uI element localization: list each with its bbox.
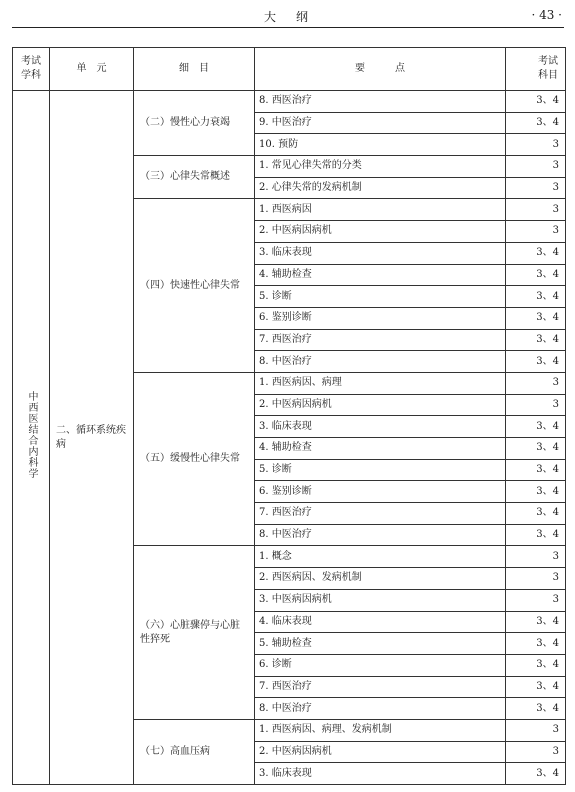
- col-header-unit: 单 元: [50, 48, 134, 91]
- level-cell: 3、4: [506, 763, 566, 785]
- table-body: [13, 91, 566, 785]
- level-cell: 3、4: [506, 698, 566, 720]
- header-rule: [12, 27, 564, 28]
- level-cell: 3: [506, 546, 566, 568]
- col-header-subject: 考试学科: [13, 48, 50, 91]
- point-cell: 8. 中医治疗: [255, 698, 506, 720]
- level-cell: 3、4: [506, 351, 566, 373]
- level-cell: 3、4: [506, 503, 566, 525]
- level-cell: 3: [506, 568, 566, 590]
- point-cell: 4. 辅助检查: [255, 264, 506, 286]
- point-cell: 2. 中医病因病机: [255, 394, 506, 416]
- point-cell: 1. 概念: [255, 546, 506, 568]
- level-cell: 3、4: [506, 286, 566, 308]
- point-cell: 1. 常见心律失常的分类: [255, 156, 506, 178]
- point-cell: 2. 中医病因病机: [255, 221, 506, 243]
- level-cell: 3: [506, 741, 566, 763]
- col-header-points: 要 点: [255, 48, 506, 91]
- point-cell: 4. 辅助检查: [255, 438, 506, 460]
- level-cell: 3: [506, 394, 566, 416]
- detail-cell: （二）慢性心力衰竭: [134, 91, 255, 156]
- level-cell: 3、4: [506, 524, 566, 546]
- level-cell: 3、4: [506, 329, 566, 351]
- detail-cell: （三）心律失常概述: [134, 156, 255, 199]
- point-cell: 7. 西医治疗: [255, 329, 506, 351]
- point-cell: 8. 中医治疗: [255, 524, 506, 546]
- point-cell: 5. 诊断: [255, 459, 506, 481]
- level-cell: 3、4: [506, 633, 566, 655]
- point-cell: 2. 心律失常的发病机制: [255, 177, 506, 199]
- point-cell: 8. 西医治疗: [255, 91, 506, 113]
- point-cell: 3. 中医病因病机: [255, 589, 506, 611]
- level-cell: 3: [506, 221, 566, 243]
- table-row: [13, 91, 566, 113]
- point-cell: 3. 临床表现: [255, 416, 506, 438]
- header-title: 大纲: [264, 10, 329, 24]
- col-header-level: 考试科目: [506, 48, 566, 91]
- page-header: [12, 0, 564, 36]
- level-cell: 3: [506, 177, 566, 199]
- point-cell: 3. 临床表现: [255, 242, 506, 264]
- level-cell: 3: [506, 372, 566, 394]
- level-cell: 3: [506, 156, 566, 178]
- level-cell: 3、4: [506, 307, 566, 329]
- point-cell: 1. 西医病因: [255, 199, 506, 221]
- point-cell: 10. 预防: [255, 134, 506, 156]
- level-cell: 3、4: [506, 611, 566, 633]
- level-cell: 3、4: [506, 242, 566, 264]
- point-cell: 5. 诊断: [255, 286, 506, 308]
- level-cell: 3、4: [506, 264, 566, 286]
- point-cell: 5. 辅助检查: [255, 633, 506, 655]
- detail-cell: （六）心脏骤停与心脏性猝死: [134, 546, 255, 720]
- point-cell: 8. 中医治疗: [255, 351, 506, 373]
- unit-cell: 二、循环系统疾病: [50, 91, 134, 785]
- level-cell: 3、4: [506, 438, 566, 460]
- level-cell: 3: [506, 199, 566, 221]
- level-cell: 3、4: [506, 676, 566, 698]
- point-cell: 9. 中医治疗: [255, 112, 506, 134]
- detail-cell: （五）缓慢性心律失常: [134, 372, 255, 546]
- detail-cell: （七）高血压病: [134, 719, 255, 784]
- subject-label: 中西医结合内科学: [26, 391, 37, 479]
- level-cell: 3: [506, 589, 566, 611]
- col-header-detail: 细 目: [134, 48, 255, 91]
- subject-cell: [13, 91, 50, 785]
- page-number: · 43 ·: [531, 8, 562, 22]
- point-cell: 6. 鉴别诊断: [255, 481, 506, 503]
- level-cell: 3、4: [506, 112, 566, 134]
- table-header-row: [13, 48, 566, 91]
- level-cell: 3、4: [506, 416, 566, 438]
- point-cell: 2. 中医病因病机: [255, 741, 506, 763]
- detail-cell: （四）快速性心律失常: [134, 199, 255, 373]
- point-cell: 1. 西医病因、病理: [255, 372, 506, 394]
- point-cell: 3. 临床表现: [255, 763, 506, 785]
- point-cell: 4. 临床表现: [255, 611, 506, 633]
- syllabus-table: [12, 47, 566, 785]
- point-cell: 6. 鉴别诊断: [255, 307, 506, 329]
- level-cell: 3: [506, 134, 566, 156]
- point-cell: 1. 西医病因、病理、发病机制: [255, 719, 506, 741]
- point-cell: 7. 西医治疗: [255, 676, 506, 698]
- level-cell: 3: [506, 719, 566, 741]
- level-cell: 3、4: [506, 481, 566, 503]
- point-cell: 2. 西医病因、发病机制: [255, 568, 506, 590]
- level-cell: 3、4: [506, 654, 566, 676]
- point-cell: 7. 西医治疗: [255, 503, 506, 525]
- level-cell: 3、4: [506, 459, 566, 481]
- point-cell: 6. 诊断: [255, 654, 506, 676]
- level-cell: 3、4: [506, 91, 566, 113]
